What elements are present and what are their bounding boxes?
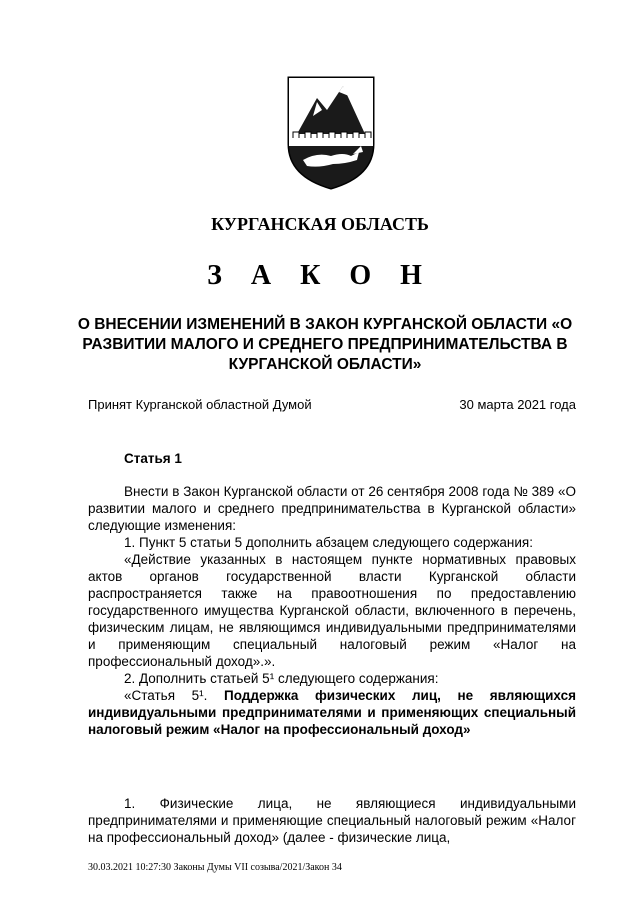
coat-of-arms-emblem — [283, 72, 379, 190]
article-body — [88, 483, 576, 738]
new-article-heading — [88, 687, 576, 738]
paragraph: 1. Физические лица, не являющиеся индивидуальными предпринимателями и применяющие специальный налоговый режим «Налог на профессиональный доход» (далее - физические лица, — [88, 796, 576, 845]
adopted-by: Принят Курганской областной Думой — [88, 397, 312, 412]
paragraph: 1. Пункт 5 статьи 5 дополнить абзацем следующего содержания: — [124, 535, 533, 550]
new-article-body — [88, 795, 576, 846]
region-heading: КУРГАНСКАЯ ОБЛАСТЬ — [211, 214, 429, 234]
adoption-date: 30 марта 2021 года — [459, 397, 576, 412]
paragraph: 2. Дополнить статьей 5¹ следующего содержания: — [124, 671, 439, 686]
new-article-prefix: «Статья 5¹. — [124, 688, 208, 703]
law-title: О ВНЕСЕНИИ ИЗМЕНЕНИЙ В ЗАКОН КУРГАНСКОЙ ОБЛАСТИ «О РАЗВИТИИ МАЛОГО И СРЕДНЕГО ПРЕДПРИНИМАТЕЛЬСТВА В КУРГАНСКОЙ ОБЛАСТИ» — [77, 316, 573, 373]
paragraph: «Действие указанных в настоящем пункте нормативных правовых актов органов государственной власти Курганской области распространяется также на правоотношения по предоставлению государственного имущества Курганской области, включенного в перечень, физическим лицам, не являющимся индивидуальными предпринимателями и применяющим специальный налоговый режим «Налог на профессиональный доход».». — [88, 552, 576, 669]
paragraph: Внести в Закон Курганской области от 26 сентября 2008 года № 389 «О развитии малого и среднего предпринимательства в Курганской области» следующие изменения: — [88, 484, 576, 533]
new-article-title: Поддержка физических лиц, не являющихся индивидуальными предпринимателями и применяющих специальный налоговый режим «Налог на профессиональный доход» — [88, 688, 576, 737]
document-type: З А К О Н — [207, 260, 433, 291]
article-heading: Статья 1 — [124, 451, 182, 466]
document-footer: 30.03.2021 10:27:30 Законы Думы VII созыва/2021/Закон 34 — [88, 862, 342, 873]
